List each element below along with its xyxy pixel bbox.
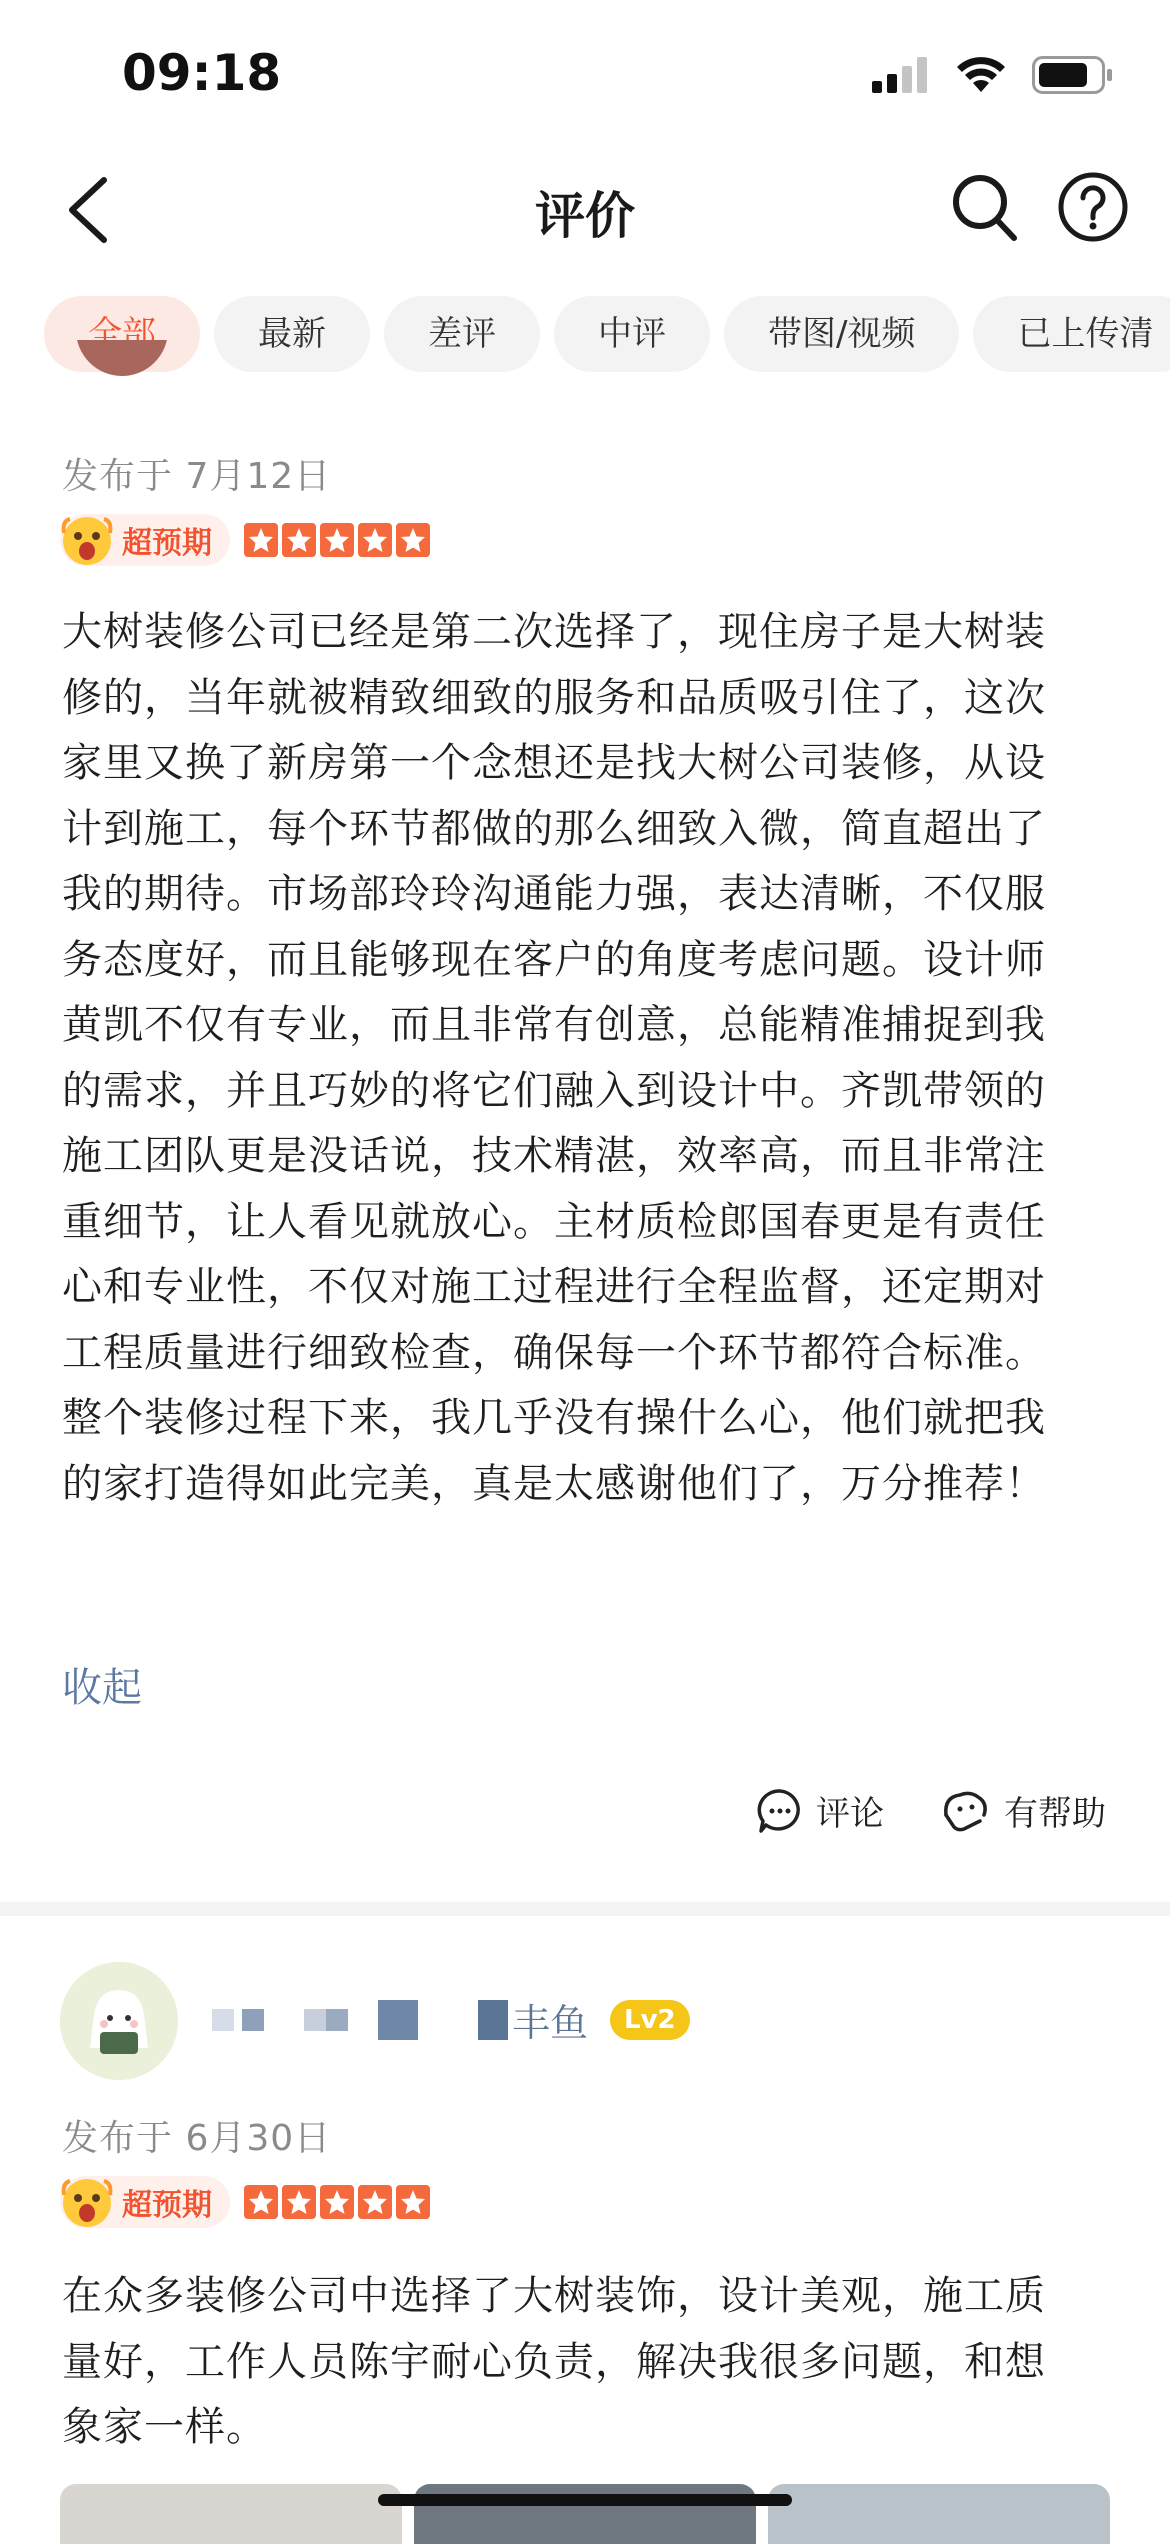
- review-text: 大树装修公司已经是第二次选择了，现住房子是大树装修的，当年就被精致细致的服务和品质吸引住了，这次家里又换了新房第一个念想还是找大树公司装修，从设计到施工，每个环节都做的那么细致入微，简直超出了我的期待。市场部玲玲沟通能力强，表达清晰，不仅服务态度好，而且能够现在客户的角度考虑问题。设计师黄凯不仅有专业，而且非常有创意，总能精准捕捉到我的需求，并且巧妙的将它们融入到设计中。齐凯带领的施工团队更是没话说，技术精湛，效率高，而且非常注重细节，让人看见就放心。主材质检郎国春更是有责任心和专业性，不仅对施工过程进行全程监督，还定期对工程质量进行细致检查，确保每一个环节都符合标准。整个装修过程下来，我几乎没有操什么心，他们就把我的家打造得如此完美，真是太感谢他们了，万分推荐！: [62, 609, 1046, 1507]
- search-button[interactable]: [950, 170, 1020, 244]
- collapse-link[interactable]: 收起: [62, 1665, 142, 1711]
- user-name-row: [212, 1992, 690, 2047]
- review-rating-row: [60, 2172, 430, 2232]
- star-icon: [244, 523, 278, 557]
- star-icon: [244, 2185, 278, 2219]
- home-indicator[interactable]: [378, 2494, 792, 2506]
- tab-latest[interactable]: 最新: [214, 296, 370, 372]
- star-icon: [282, 523, 316, 557]
- tab-uploaded[interactable]: 已上传清: [973, 296, 1170, 372]
- star-icon: [396, 523, 430, 557]
- helpful-icon: [940, 1787, 992, 1835]
- comment-icon: [756, 1787, 804, 1835]
- tab-neutral[interactable]: 中评: [554, 296, 710, 372]
- review-rating-row: [60, 510, 430, 570]
- nav-bar: [0, 160, 1170, 260]
- avatar[interactable]: [76, 340, 168, 418]
- avatar-image: [60, 1962, 178, 2080]
- star-icon: [358, 2185, 392, 2219]
- review-photo[interactable]: [60, 2484, 402, 2544]
- helpful-button[interactable]: [940, 1786, 1106, 1835]
- star-rating: [244, 2185, 430, 2219]
- review-photo[interactable]: [768, 2484, 1110, 2544]
- review-text: 在众多装修公司中选择了大树装饰，设计美观，施工质量好，工作人员陈宇耐心负责，解决我很多问题，和想象家一样。: [62, 2273, 1046, 2450]
- tab-all[interactable]: 全部: [44, 296, 200, 372]
- rating-badge: [60, 514, 230, 566]
- surprised-face-icon: [58, 511, 116, 569]
- status-bar: [0, 0, 1170, 140]
- star-icon: [320, 523, 354, 557]
- comment-label: 评论: [816, 1794, 884, 1834]
- cellular-signal-icon: [872, 57, 930, 93]
- rating-badge-label: 超预期: [122, 526, 212, 561]
- review-actions: [756, 1786, 1106, 1835]
- avatar[interactable]: [60, 1962, 178, 2080]
- section-divider: [0, 1902, 1170, 1916]
- page-title: 评价: [535, 187, 635, 245]
- review-photo[interactable]: [414, 2484, 756, 2544]
- star-icon: [282, 2185, 316, 2219]
- help-button[interactable]: [1056, 170, 1130, 244]
- review-photos: [60, 2484, 1110, 2544]
- star-rating: [244, 523, 430, 557]
- review-date: 发布于 7月12日: [62, 456, 332, 497]
- comment-button[interactable]: [756, 1786, 884, 1835]
- battery-icon: [1032, 56, 1114, 94]
- star-icon: [320, 2185, 354, 2219]
- surprised-face-icon: [58, 2173, 116, 2231]
- search-icon: [950, 170, 1020, 244]
- status-icons: [872, 56, 1114, 94]
- helpful-label: 有帮助: [1004, 1794, 1106, 1834]
- wifi-icon: [956, 56, 1006, 94]
- rating-badge-label: 超预期: [122, 2188, 212, 2223]
- filter-tabs: [44, 296, 1170, 376]
- review-date: 发布于 6月30日: [62, 2118, 332, 2159]
- tab-with-media[interactable]: 带图/视频: [724, 296, 959, 372]
- tab-negative[interactable]: 差评: [384, 296, 540, 372]
- rating-badge: [60, 2176, 230, 2228]
- status-time: 09:18: [122, 44, 282, 102]
- help-icon: [1056, 170, 1130, 244]
- star-icon: [396, 2185, 430, 2219]
- star-icon: [358, 523, 392, 557]
- user-name[interactable]: 丰鱼: [512, 2001, 589, 2045]
- level-badge: Lv2: [610, 2000, 690, 2040]
